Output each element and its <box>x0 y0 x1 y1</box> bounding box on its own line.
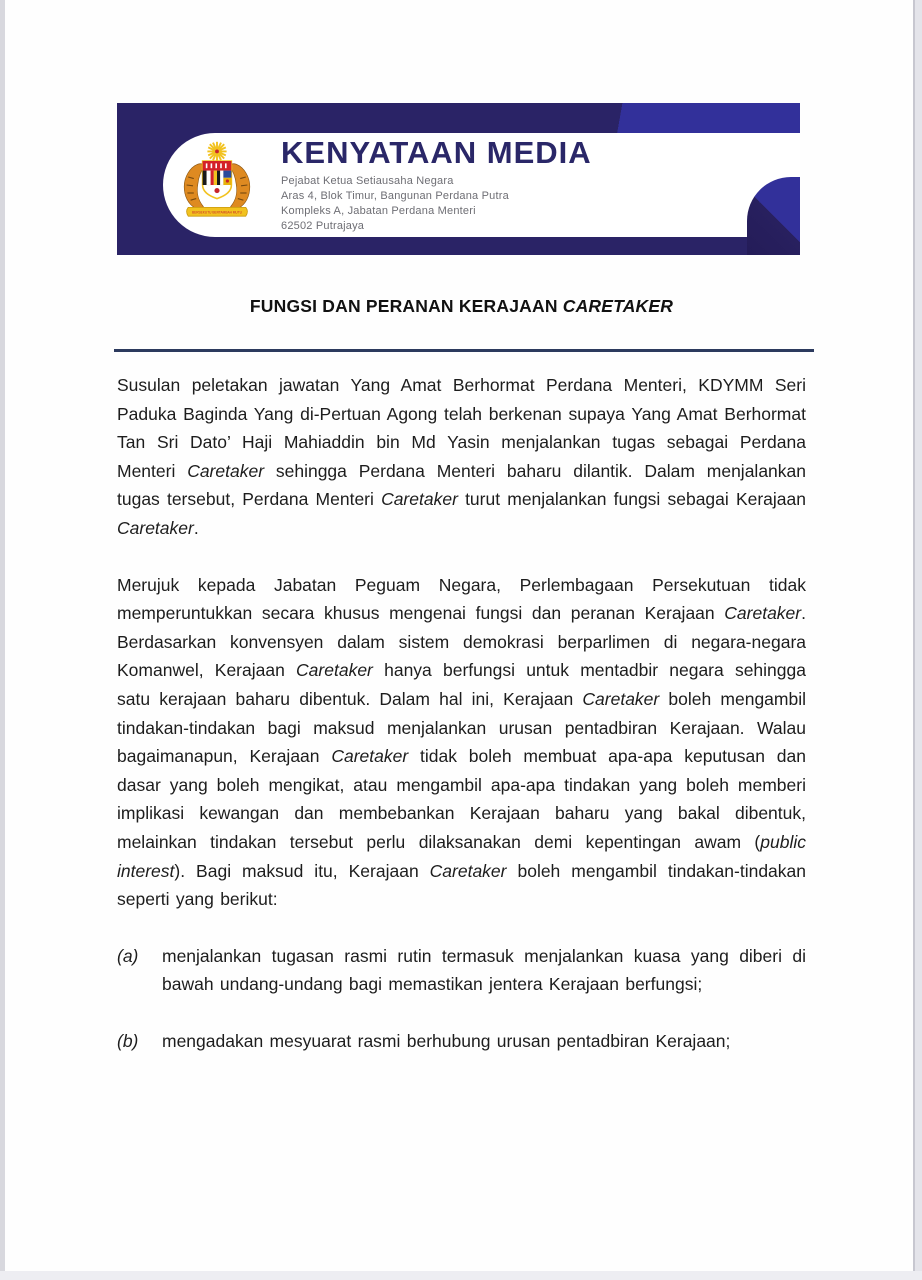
list-item <box>117 942 806 999</box>
list-item <box>117 1027 806 1056</box>
photo-edge-left <box>0 0 5 1280</box>
photo-edge-bottom <box>0 1271 922 1280</box>
banner-title: KENYATAAN MEDIA <box>281 135 592 170</box>
banner-heading-group <box>281 134 760 234</box>
document-body <box>117 371 806 1083</box>
list-item-label: (b) <box>117 1030 139 1051</box>
list-item-label: (a) <box>117 945 139 966</box>
paragraph: Susulan peletakan jawatan Yang Amat Berhormat Perdana Menteri, KDYMM Seri Paduka Baginda Yang di-Pertuan Agong telah berkenan supaya Yang Amat Berhormat Tan Sri Dato’ Haji Mahiaddin bin Md Yasin menjalankan tugas sebagai Perdana Menteri Caretaker sehingga Perdana Menteri baharu dilantik. Dalam menjalankan tugas tersebut, Perdana Menteri Caretaker turut menjalankan fungsi sebagai Kerajaan Caretaker. <box>117 375 806 538</box>
list-item-text: menjalankan tugasan rasmi rutin termasuk menjalankan kuasa yang diberi di bawah undang-undang bagi memastikan jentera Kerajaan berfungsi; <box>162 945 806 995</box>
banner-top-diagonal <box>585 103 800 133</box>
office-address-line: Aras 4, Blok Timur, Bangunan Perdana Putra <box>281 190 509 202</box>
action-list <box>117 942 806 1056</box>
paragraph: Merujuk kepada Jabatan Peguam Negara, Perlembagaan Persekutuan tidak memperuntukkan secara khusus mengenai fungsi dan peranan Kerajaan Caretaker. Berdasarkan konvensyen dalam sistem demokrasi berparlimen di negara-negara Komanwel, Kerajaan Caretaker hanya berfungsi untuk mentadbir negara sehingga satu kerajaan baharu dibentuk. Dalam hal ini, Kerajaan Caretaker boleh mengambil tindakan-tindakan bagi maksud menjalankan urusan pentadbiran Kerajaan. Walau bagaimanapun, Kerajaan Caretaker tidak boleh membuat apa-apa keputusan dan dasar yang boleh mengikat, atau mengambil apa-apa tindakan yang boleh memberi implikasi kewangan dan membebankan Kerajaan baharu yang bakal dibentuk, melainkan tindakan tersebut perlu dilaksanakan demi kepentingan awam (public interest). Bagi maksud itu, Kerajaan Caretaker boleh mengambil tindakan-tindakan seperti yang berikut: <box>117 574 806 910</box>
media-banner <box>117 103 800 255</box>
list-item-text: mengadakan mesyuarat rasmi berhubung urusan pentadbiran Kerajaan; <box>162 1030 731 1051</box>
photo-edge-right <box>913 0 922 1280</box>
title-divider <box>114 349 814 352</box>
office-address-line: Kompleks A, Jabatan Perdana Menteri <box>281 205 476 217</box>
document-title: FUNGSI DAN PERANAN KERAJAAN CARETAKER <box>249 296 674 316</box>
svg-text:BERSEKUTU BERTAMBAH MUTU: BERSEKUTU BERTAMBAH MUTU <box>191 210 243 215</box>
office-address-line: 62502 Putrajaya <box>281 220 365 232</box>
malaysia-coat-of-arms-logo <box>169 139 265 231</box>
office-address <box>281 174 760 234</box>
office-address-line: Pejabat Ketua Setiausaha Negara <box>281 175 454 187</box>
